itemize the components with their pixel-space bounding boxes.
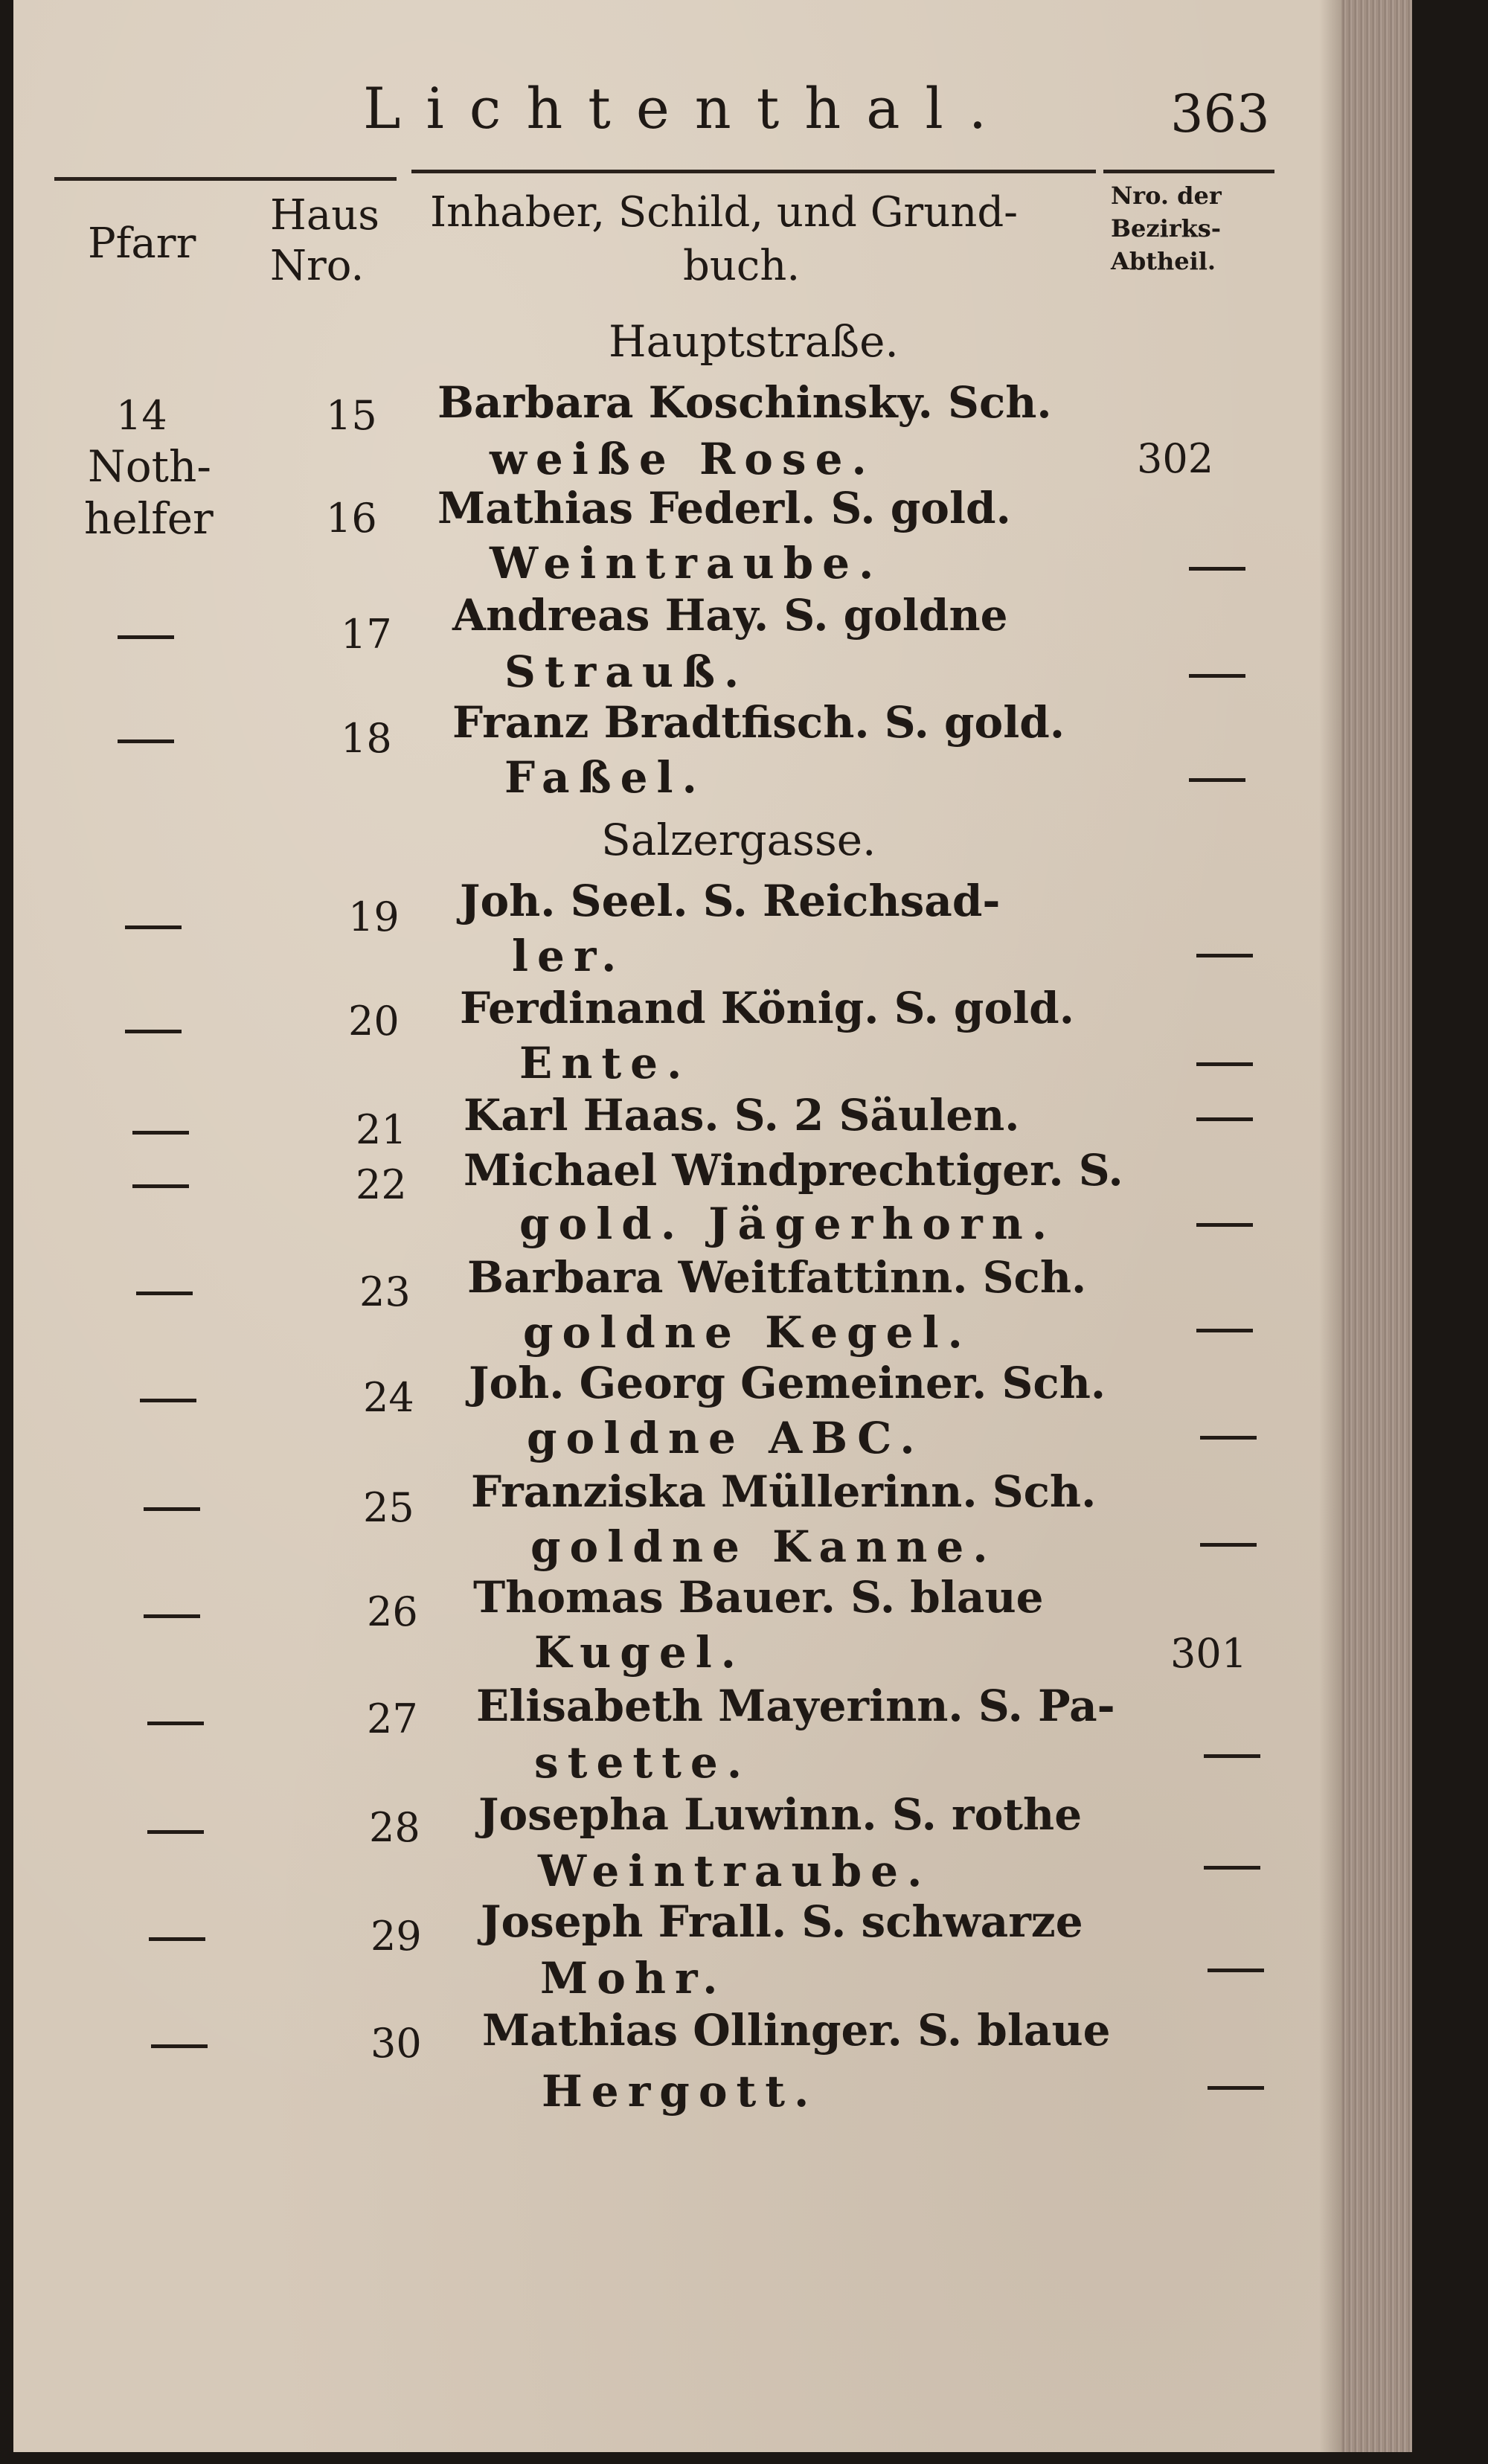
entry-line2: goldne Kanne. [530, 1521, 997, 1572]
entry-line2: Kugel. [534, 1627, 745, 1678]
haus-number: 30 [371, 2020, 422, 2067]
haus-number: 28 [369, 1804, 420, 1851]
bezirk-dash [1196, 1062, 1253, 1066]
entry-line2: weiße Rose. [490, 434, 876, 484]
pfarr-number: 14 [116, 392, 167, 439]
entry-line2: ler. [512, 931, 626, 981]
pfarr-dash [151, 2044, 208, 2048]
pfarr-dash [149, 1937, 205, 1941]
entry-line2: goldne Kegel. [523, 1307, 972, 1358]
entry-line2: stette. [534, 1737, 751, 1788]
haus-number: 16 [326, 495, 377, 542]
column-header-pfarr: Pfarr [88, 219, 196, 268]
header-rule-middle [411, 170, 1096, 173]
haus-number: 19 [348, 893, 400, 940]
bezirk-value: 302 [1137, 435, 1214, 482]
entry-line2: Ente. [519, 1038, 691, 1088]
haus-number: 27 [367, 1695, 418, 1742]
column-header-nro: Nro. [270, 242, 365, 290]
bezirk-dash [1196, 1223, 1253, 1227]
bezirk-dash [1208, 2086, 1264, 2090]
pfarr-dash [144, 1614, 200, 1618]
haus-number: 20 [348, 998, 400, 1045]
section-heading-salzergasse: Salzergasse. [601, 815, 876, 865]
column-header-inhaber: Inhaber, Schild, und Grund- [430, 188, 1019, 237]
entry-line1: Michael Windprechtiger. S. [464, 1145, 1123, 1196]
bezirk-dash [1204, 1754, 1260, 1758]
pfarr-dash [132, 1131, 189, 1135]
bezirk-value: 301 [1170, 1630, 1248, 1677]
bezirk-dash [1196, 954, 1253, 957]
book-page [13, 0, 1412, 2452]
bezirk-dash [1200, 1436, 1257, 1440]
haus-number: 18 [341, 715, 392, 762]
bezirk-dash [1208, 1969, 1264, 1972]
pfarr-dash [118, 635, 174, 639]
entry-line1: Barbara Weitfattinn. Sch. [467, 1252, 1087, 1303]
pfarr-dash [132, 1184, 189, 1188]
pfarr-dash [147, 1722, 204, 1725]
haus-number: 25 [363, 1484, 414, 1531]
entry-line1: Thomas Bauer. S. blaue [473, 1572, 1044, 1623]
entry-line2: Weintraube. [538, 1846, 931, 1896]
entry-line1: Joh. Georg Gemeiner. Sch. [469, 1358, 1106, 1408]
pfarr-dash [140, 1399, 196, 1402]
entry-line1: Ferdinand König. S. gold. [460, 983, 1074, 1033]
bezirk-dash [1200, 1543, 1257, 1547]
entry-line2: Faßel. [504, 752, 706, 803]
bezirk-dash [1189, 778, 1245, 782]
bezirk-dash [1196, 1329, 1253, 1332]
entry-line1: Karl Haas. S. 2 Säulen. [464, 1090, 1020, 1140]
column-header-grundbuch: buch. [683, 242, 801, 290]
page-edge-shadow [1319, 0, 1341, 2452]
entry-line1: Andreas Hay. S. goldne [452, 590, 1008, 641]
header-rule-right [1103, 170, 1274, 173]
pfarr-dash [144, 1507, 200, 1511]
entry-line1: Joseph Frall. S. schwarze [481, 1896, 1083, 1947]
entry-line1: Barbara Koschinsky. Sch. [437, 377, 1052, 428]
bezirk-dash [1189, 567, 1245, 571]
entry-line1: Franziska Müllerinn. Sch. [471, 1466, 1097, 1517]
haus-number: 15 [326, 392, 377, 439]
pfarr-name-line1: Noth- [88, 441, 211, 492]
entry-line2: goldne ABC. [527, 1413, 924, 1463]
haus-number: 29 [371, 1913, 422, 1960]
pfarr-dash [125, 925, 182, 929]
column-header-bezirk-3: Abtheil. [1111, 247, 1216, 275]
haus-number: 22 [356, 1161, 407, 1208]
bezirk-dash [1189, 674, 1245, 678]
bezirk-dash [1204, 1866, 1260, 1870]
entry-line1: Mathias Ollinger. S. blaue [482, 2005, 1111, 2056]
column-header-bezirk-2: Bezirks- [1111, 214, 1222, 243]
column-header-bezirk-1: Nro. der [1111, 182, 1222, 210]
pfarr-dash [118, 739, 174, 743]
section-heading-hauptstrasse: Hauptstraße. [609, 316, 899, 367]
haus-number: 21 [356, 1106, 407, 1153]
pfarr-dash [136, 1292, 193, 1295]
pfarr-dash [147, 1830, 204, 1834]
bezirk-dash [1196, 1117, 1253, 1121]
entry-line1: Joh. Seel. S. Reichsad- [460, 876, 1001, 926]
haus-number: 23 [359, 1268, 411, 1315]
entry-line2: Weintraube. [490, 538, 883, 588]
entry-line2: Mohr. [540, 1953, 727, 2003]
entry-line1: Franz Bradtfisch. S. gold. [452, 697, 1065, 748]
page-number: 363 [1170, 83, 1270, 144]
header-rule-left [54, 177, 397, 181]
page-title: Lichtenthal. [363, 75, 1013, 141]
pfarr-name-line2: helfer [84, 493, 214, 544]
haus-number: 24 [363, 1374, 414, 1421]
entry-line2: gold. Jägerhorn. [519, 1199, 1056, 1249]
pfarr-dash [125, 1030, 182, 1033]
haus-number: 17 [341, 611, 392, 658]
haus-number: 26 [367, 1588, 418, 1635]
entry-line2: Hergott. [542, 2066, 818, 2117]
entry-line2: Strauß. [504, 647, 748, 697]
entry-line1: Elisabeth Mayerinn. S. Pa- [476, 1681, 1115, 1731]
entry-line1: Josepha Luwinn. S. rothe [478, 1789, 1083, 1840]
column-header-haus: Haus [270, 191, 380, 240]
entry-line1: Mathias Federl. S. gold. [437, 483, 1011, 533]
book-edge [1341, 0, 1412, 2452]
